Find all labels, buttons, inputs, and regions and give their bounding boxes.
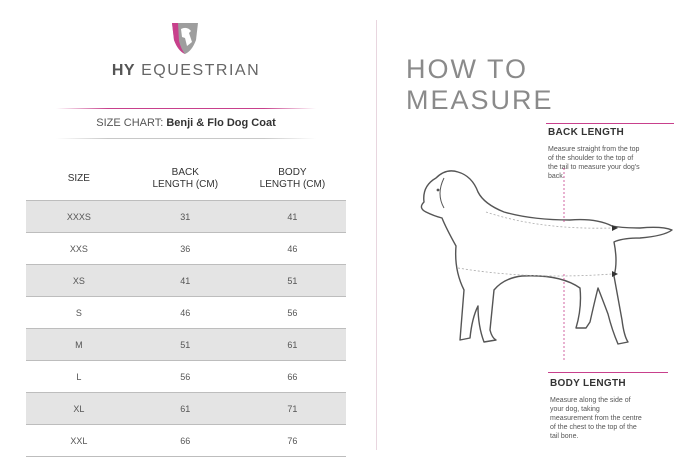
brand-name: EQUESTRIAN [141,62,261,79]
body-length-title: BODY LENGTH [550,378,626,389]
table-row [26,361,346,393]
table-row [26,329,346,361]
cell-body-length: 71 [239,393,346,425]
cell-body-length: 41 [239,201,346,233]
cell-size: M [26,329,132,361]
back-length-title-rule [546,123,674,124]
back-length-description: Measure straight from the top of the shoulder to the top of the tail to measure your dog's back. [548,146,640,180]
cell-back-length: 51 [132,329,239,361]
table-row [26,425,346,457]
how-to-measure-title: HOW TO MEASURE [406,54,554,115]
cell-back-length: 56 [132,361,239,393]
cell-body-length: 51 [239,265,346,297]
title-divider-top [56,108,316,109]
size-chart-title [0,117,372,129]
cell-size: XXXS [26,201,132,233]
cell-size: XS [26,265,132,297]
cell-body-length: 56 [239,297,346,329]
brand-prefix: HY [111,62,136,79]
cell-body-length: 61 [239,329,346,361]
cell-size: L [26,361,132,393]
cell-size: XL [26,393,132,425]
table-row [26,201,346,233]
header-body-length: BODY LENGTH (CM) [259,167,326,190]
cell-size: S [26,297,132,329]
brand-wordmark [0,62,372,80]
how-to-measure-panel [380,0,682,468]
cell-back-length: 36 [132,233,239,265]
cell-size: XXL [26,425,132,457]
cell-back-length: 31 [132,201,239,233]
cell-back-length: 41 [132,265,239,297]
header-back-length: BACK LENGTH (CM) [152,167,219,190]
size-chart-label: SIZE CHART: [96,117,164,129]
dog-silhouette [400,150,680,360]
table-row [26,265,346,297]
header-size: SIZE [67,173,90,184]
cell-back-length: 66 [132,425,239,457]
cell-body-length: 66 [239,361,346,393]
title-divider-bottom [56,138,316,139]
size-table [26,158,346,457]
body-length-description: Measure along the side of your dog, taking measurement from the centre of the chest to the top of the tail bone. [550,397,642,440]
table-row [26,297,346,329]
cell-back-length: 61 [132,393,239,425]
cell-size: XXS [26,233,132,265]
table-row [26,233,346,265]
cell-body-length: 76 [239,425,346,457]
cell-back-length: 46 [132,297,239,329]
body-length-title-rule [548,372,668,373]
back-length-title: BACK LENGTH [548,127,625,138]
cell-body-length: 46 [239,233,346,265]
horse-shield-logo-icon [170,20,200,56]
panel-divider [376,20,377,450]
table-header-row [26,158,346,201]
table-row [26,393,346,425]
product-name: Benji & Flo Dog Coat [166,117,276,129]
